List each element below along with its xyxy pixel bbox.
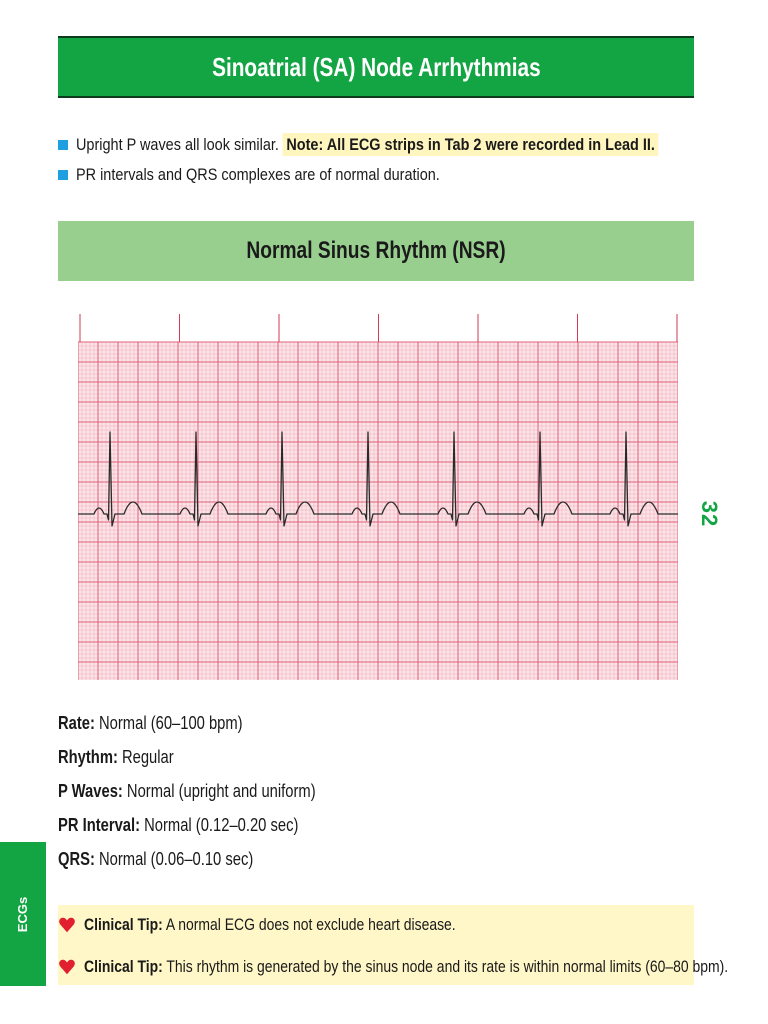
criteria-qrs [58,842,578,876]
criteria-pr-interval [58,808,578,842]
square-bullet-icon [58,170,68,180]
bullet-text: Upright P waves all look similar. [76,135,279,154]
page-title: Sinoatrial (SA) Node Arrhythmias [211,51,541,82]
criteria-rhythm [58,740,578,774]
criteria-value: Normal (0.12–0.20 sec) [144,814,299,835]
side-tab-label: ECGs [15,896,31,932]
criteria-value: Regular [121,746,174,767]
square-bullet-icon [58,140,68,150]
criteria-p-waves [58,774,578,808]
bullet-text: PR intervals and QRS complexes are of normal duration. [76,165,440,184]
criteria-value: Normal (60–100 bpm) [99,712,243,733]
clinical-tip [58,949,768,985]
criteria-label: P Waves: [58,780,123,801]
heart-icon [58,916,76,934]
clinical-tip [58,907,537,943]
criteria-label: QRS: [58,848,95,869]
page-title-bar [58,36,694,98]
criteria-label: Rhythm: [58,746,118,767]
bullet-item [58,130,698,160]
bullet-item [58,160,698,190]
tip-text: This rhythm is generated by the sinus node and its rate is within normal limits (60–80 bpm). [166,957,729,976]
ecg-strip [78,314,678,680]
criteria-value: Normal (0.06–0.10 sec) [99,848,254,869]
intro-bullets [58,130,698,190]
tip-text: A normal ECG does not exclude heart disease. [165,915,456,934]
criteria-label: PR Interval: [58,814,141,835]
ecgs-side-tab[interactable] [0,842,46,986]
heart-icon [58,958,76,976]
tip-label: Clinical Tip: [84,957,163,976]
criteria-value: Normal (upright and uniform) [126,780,316,801]
rhythm-criteria [58,706,578,876]
criteria-label: Rate: [58,712,95,733]
section-title: Normal Sinus Rhythm (NSR) [246,237,506,264]
criteria-rate [58,706,578,740]
page-number: 32 [696,500,722,528]
lead-note-highlight: Note: All ECG strips in Tab 2 were recorded in Lead II. [283,133,658,156]
section-header [58,221,694,281]
tip-label: Clinical Tip: [84,915,163,934]
clinical-tips-box [58,905,729,985]
